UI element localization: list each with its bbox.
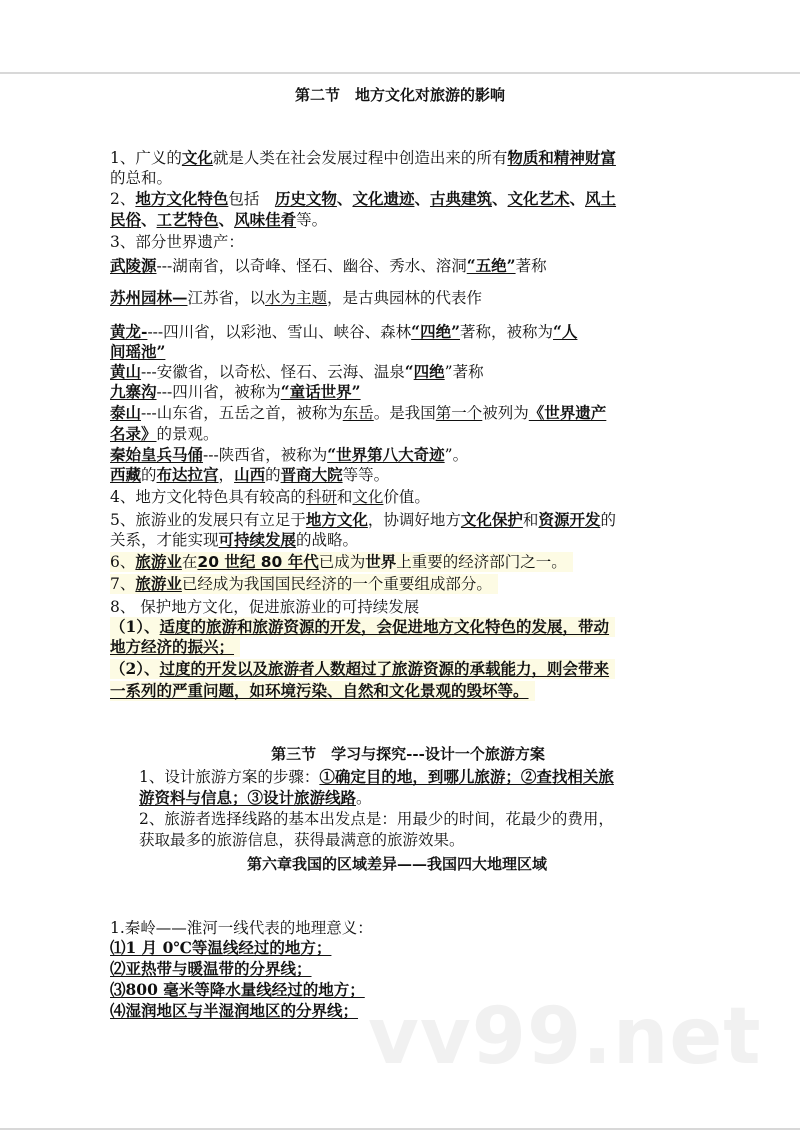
text: 1、广义的	[110, 149, 182, 167]
keyword: 物质和精神财富	[507, 148, 616, 167]
text: ---安徽省，以奇松、怪石、云海、温泉	[141, 363, 405, 381]
text: 、	[569, 189, 586, 208]
chapter6-heading: 第六章我国的区域差异——我国四大地理区域	[246, 855, 547, 873]
site-name: 武陵源	[110, 256, 157, 275]
text: 著称	[515, 257, 547, 275]
heritage-wulingyuan	[110, 256, 547, 276]
keyword: 布达拉宫	[156, 465, 219, 484]
keyword: 水为主题	[265, 289, 328, 307]
text: 的	[600, 511, 616, 529]
text: 的战略。	[296, 531, 359, 549]
para-8-2	[110, 659, 615, 679]
text: 的景观。	[156, 425, 219, 443]
text: 和	[336, 488, 353, 506]
text: 4、地方文化特色具有较高的	[110, 488, 306, 506]
keyword: 风土	[585, 189, 617, 208]
text: （2）、	[110, 659, 160, 678]
keyword: 旅游业	[135, 552, 182, 571]
keyword: “童话世界”	[280, 382, 361, 401]
keyword: 文化	[352, 488, 384, 506]
text: 6、	[110, 553, 136, 571]
text: 、	[491, 189, 508, 208]
text: 就是人类在社会发展过程中创造出来的所有	[212, 149, 508, 167]
para-5-cont	[110, 530, 358, 550]
text: 在	[181, 553, 198, 571]
keyword: 过度的开发以及旅游者人数超过了旅游资源的承载能力，则会带来	[159, 659, 610, 678]
text: ---四川省，以彩池、雪山、峡谷、森林	[147, 323, 412, 341]
keyword: 一系列的严重问题，如环境污染、自然和文化景观的毁坏等。	[110, 681, 529, 700]
keyword: 四绝	[413, 362, 445, 381]
keyword: 历史文物	[274, 189, 337, 208]
keyword: 《世界遗产	[528, 403, 607, 422]
keyword: 古典建筑	[429, 189, 492, 208]
keyword: 文化艺术	[507, 189, 570, 208]
para-5	[110, 510, 616, 530]
keyword: 第一个	[435, 404, 483, 422]
watermark: vv99.net	[368, 992, 762, 1082]
text: 等。	[296, 211, 328, 229]
heritage-huanglong	[110, 322, 577, 342]
heritage-potala	[110, 465, 389, 485]
para-8: 8、 保护地方文化，促进旅游业的可持续发展	[110, 598, 420, 616]
keyword: 风味佳肴	[234, 210, 297, 229]
text: 5、旅游业的发展只有立足于	[110, 511, 306, 529]
heritage-terracotta	[110, 445, 468, 465]
keyword: 适度的旅游和旅游资源的开发，会促进地方文化特色的发展，带动	[159, 617, 610, 636]
chapter6-item: ⑷湿润地区与半湿润地区的分界线；	[110, 1001, 359, 1020]
heritage-taishan-cont	[110, 424, 219, 444]
para-3: 3、部分世界遗产：	[110, 233, 244, 251]
keyword: 文化	[181, 148, 213, 167]
text: ---山东省，五岳之首，被称为	[141, 404, 343, 422]
text: 已经成为我国国民经济的一个重要组成部分。	[181, 575, 492, 593]
keyword: “四绝”	[411, 322, 460, 341]
text: 的	[265, 466, 281, 484]
text: 江苏省，以	[187, 289, 266, 307]
keyword: 西藏	[110, 465, 142, 484]
chapter6-item: ⑴1 月 0℃等温线经过的地方；	[110, 938, 332, 957]
text: 。是我国	[373, 404, 436, 422]
keyword: 科研	[305, 488, 337, 506]
text: 已成为	[318, 553, 366, 571]
text: ---陕西省，被称为	[203, 446, 328, 464]
keyword: 旅游业	[135, 574, 182, 593]
site-name: 泰山	[110, 403, 142, 422]
text: 。	[356, 789, 372, 807]
keyword: 20 世纪 80 年代	[197, 553, 319, 571]
site-name: 九寨沟	[110, 382, 157, 401]
text: 价值。	[383, 488, 430, 506]
text: 和	[522, 511, 539, 529]
heritage-suzhou	[110, 288, 482, 308]
chapter6-item: ⑵亚热带与暖温带的分界线；	[110, 959, 312, 978]
text: 等等。	[342, 466, 390, 484]
text: 的	[141, 466, 157, 484]
keyword: 地方经济的振兴；	[110, 637, 235, 656]
text: ，	[218, 466, 235, 484]
para-7	[110, 574, 498, 594]
site-name: 秦始皇兵马俑	[110, 445, 204, 464]
section3-step-2-cont: 获取最多的旅游信息，获得最满意的旅游效果。	[139, 831, 465, 849]
section2-heading: 第二节 地方文化对旅游的影响	[294, 86, 505, 104]
text: 、	[414, 189, 430, 208]
text: 关系，才能实现	[110, 531, 219, 549]
text: 、	[336, 189, 353, 208]
keyword: 文化保护	[460, 510, 523, 529]
keyword: 地方文化	[305, 510, 368, 529]
keyword: 工艺特色	[156, 210, 219, 229]
text: ”。	[444, 446, 469, 464]
keyword: 游资料与信息；③设计旅游线路	[139, 788, 357, 807]
keyword: 可持续发展	[218, 530, 297, 549]
keyword: ①确定目的地，到哪儿旅游；②查找相关旅	[319, 767, 614, 786]
keyword: 资源开发	[538, 510, 601, 529]
keyword: 民俗	[110, 210, 142, 229]
para-8-2-cont	[110, 681, 535, 701]
keyword: 名录》	[110, 424, 157, 443]
para-8-1	[110, 617, 615, 637]
section3-step-1	[139, 767, 614, 787]
site-name: 黄山	[110, 362, 142, 381]
text: 、	[218, 210, 235, 229]
keyword: 山西	[234, 465, 266, 484]
text: 包括	[228, 190, 275, 208]
para-8-1-cont	[110, 637, 240, 657]
keyword: “五绝”	[466, 256, 516, 275]
chapter6-item: ⑶800 毫米等降水量线经过的地方；	[110, 980, 365, 999]
keyword: “世界第八大奇迹	[327, 445, 445, 464]
text: ，是古典园林的代表作	[327, 289, 483, 307]
heritage-huanglong-cont	[110, 342, 165, 362]
chapter6-intro: 1.秦岭——淮河一线代表的地理意义：	[110, 919, 373, 937]
heritage-huangshan	[110, 362, 484, 382]
text: 1、设计旅游方案的步骤：	[139, 768, 320, 786]
text: ”著称	[444, 363, 484, 381]
para-4	[110, 487, 430, 507]
text: （1）、	[110, 617, 160, 636]
site-name: 苏州园林—	[110, 288, 188, 307]
text: “	[404, 362, 414, 381]
text: 7、	[110, 575, 136, 593]
section3-heading: 第三节 学习与探究---设计一个旅游方案	[271, 745, 545, 763]
para-6	[110, 552, 573, 572]
text: 2、	[110, 190, 136, 208]
keyword: 间瑶池”	[110, 342, 166, 361]
keyword: 文化遗迹	[352, 189, 415, 208]
keyword: 晋商大院	[280, 465, 343, 484]
para-1-cont: 的总和。	[110, 169, 173, 187]
text: ，协调好地方	[367, 511, 461, 529]
para-2-cont	[110, 210, 327, 230]
text: 被列为	[482, 404, 529, 422]
site-name: 黄龙-	[110, 322, 148, 341]
text: ---湖南省，以奇峰、怪石、幽谷、秀水、溶洞	[156, 257, 467, 275]
heritage-taishan	[110, 403, 606, 423]
para-2	[110, 189, 616, 209]
text: 著称，被称为	[460, 323, 554, 341]
text: 、	[141, 210, 157, 229]
text: 上重要的经济部门之一。	[396, 553, 567, 571]
keyword: 世界	[365, 552, 397, 571]
section3-step-2: 2、旅游者选择线路的基本出发点是：用最少的时间，花最少的费用，	[139, 810, 614, 828]
para-1	[110, 148, 616, 168]
keyword: 地方文化特色	[135, 189, 229, 208]
section3-step-1-cont	[139, 788, 372, 808]
text: ---四川省，被称为	[156, 383, 281, 401]
keyword: 东岳	[342, 404, 374, 422]
heritage-jiuzhaigou	[110, 382, 361, 402]
keyword: “人	[553, 322, 578, 341]
